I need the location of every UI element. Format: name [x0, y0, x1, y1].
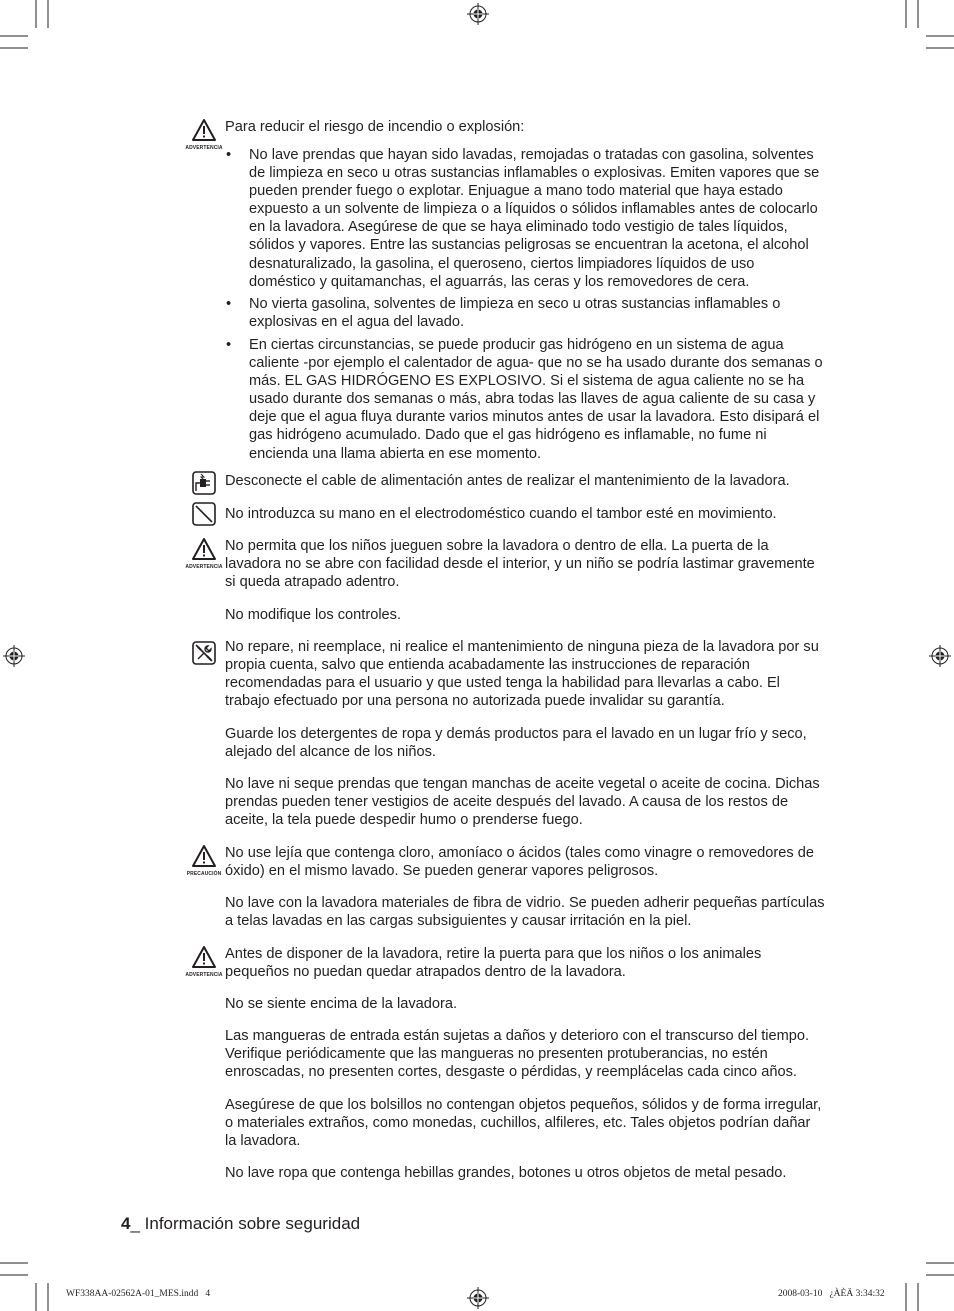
bleach-text: No use lejía que contenga cloro, amoníaco o ácidos (tales como vinagre o removedores de óxido) en el mismo lavado. Se pueden generar vapores peligrosos.	[225, 845, 814, 880]
unplug-icon	[192, 471, 216, 495]
bullet-icon: •	[226, 296, 232, 312]
warning-intro: Para reducir el riesgo de incendio o explosión:	[225, 119, 525, 135]
warning-icon	[184, 118, 224, 151]
no-repair-icon	[192, 641, 216, 665]
bullet-item: En ciertas circunstancias, se puede producir gas hidrógeno en un sistema de agua caliente -por ejemplo el calentador de agua- que no se ha usado durante dos semanas o más. EL GAS HIDRÓGENO ES EXPLOSIVO. Si el sistema de agua caliente no se ha usado durante dos semanas o más, abra todas las llaves de agua caliente de su casa y deje que el agua fluya durante varios minutos antes de usar la lavadora. Esto disipará el gas hidrógeno acumulado. Dado que el gas hidrógeno es inflamable, no fume ni encienda una llama abierta en ese momento.	[249, 337, 823, 462]
caution-label: PRECAUCIÓN	[186, 871, 222, 877]
warning-label: ADVERTENCIA	[185, 972, 223, 978]
bullet-item: No lave prendas que hayan sido lavadas, remojadas o tratadas con gasolina, solventes de limpieza en seco u otras sustancias inflamables o explosivas. Emiten vapores que se pueden prender fuego o explotar. Enjuague a mano todo material que haya estado expuesto a un solvente de limpieza o a líquidos o sólidos inflamables antes de colocarlo en la lavadora. Asegúrese de que se haya eliminado todo vestigio de tales líquidos, sólidos y vapores. Entre las sustancias peligrosas se encuentran la acetona, el alcohol desnaturalizado, la gasolina, el queroseno, ciertos limpiadores líquidos de uso doméstico y quitamanchas, el aguarrás, las ceras y los removedores de cera.	[249, 147, 820, 290]
warning-icon	[184, 945, 224, 978]
pockets-text: Asegúrese de que los bolsillos no contengan objetos pequeños, sólidos y de forma irregular, o materiales extraños, como monedas, cuchillos, alfileres, etc. Tales objetos podrían dañar la lavadora.	[225, 1097, 822, 1150]
no-hand-text: No introduzca su mano en el electrodoméstico cuando el tambor esté en movimiento.	[225, 506, 777, 522]
fiberglass-text: No lave con la lavadora materiales de fibra de vidrio. Se pueden adherir pequeñas partículas a telas lavadas en las cargas subsiguientes y causar irritación en la piel.	[225, 895, 825, 930]
bullet-item: No vierta gasolina, solventes de limpieza en seco u otras sustancias inflamables o explosivas en el agua del lavado.	[249, 296, 781, 331]
oil-text: No lave ni seque prendas que tengan manchas de aceite vegetal o aceite de cocina. Dichas prendas pueden tener vestigios de aceite después del lavado. A causa de los restos de aceite, la tela puede despedir humo o prenderse fuego.	[225, 776, 820, 829]
registration-mark-right-icon	[929, 645, 951, 667]
controls-text: No modifique los controles.	[225, 607, 402, 623]
registration-mark-left-icon	[3, 645, 25, 667]
section-title: _ Información sobre seguridad	[130, 1214, 361, 1233]
page-footer	[121, 1214, 360, 1234]
disposal-text: Antes de disponer de la lavadora, retire la puerta para que los niños o los animales pequeños no puedan quedar atrapados dentro de la lavadora.	[225, 946, 762, 981]
warning-label: ADVERTENCIA	[185, 564, 223, 570]
repair-text: No repare, ni reemplace, ni realice el mantenimiento de ninguna pieza de la lavadora por su propia cuenta, salvo que entienda acabadamente las instrucciones de reparación recomendadas para el usuario y que usted tenga la habilidad para llevarlas a cabo. El trabajo efectuado por una persona no autorizada puede invalidar su garantía.	[225, 639, 819, 710]
buckles-text: No lave ropa que contenga hebillas grandes, botones u otros objetos de metal pesado.	[225, 1165, 787, 1181]
unplug-text: Desconecte el cable de alimentación antes de realizar el mantenimiento de la lavadora.	[225, 473, 790, 489]
warning-icon	[184, 537, 224, 570]
slug-date: 2008-03-10 ¿ÀÈÄ 3:34:32	[778, 1289, 885, 1299]
bullet-icon: •	[226, 337, 232, 353]
registration-mark-top-icon	[467, 3, 489, 25]
registration-mark-bottom-icon	[467, 1287, 489, 1309]
sit-text: No se siente encima de la lavadora.	[225, 996, 458, 1012]
hoses-text: Las mangueras de entrada están sujetas a daños y deterioro con el transcurso del tiempo. Verifique periódicamente que las mangueras no presenten protuberancias, no estén enroscadas, no presenten cortes, desgaste o pérdidas, y reemplácelas cada cinco años.	[225, 1028, 810, 1081]
page-number: 4	[121, 1214, 131, 1233]
warning-label: ADVERTENCIA	[185, 145, 223, 151]
prohibited-icon	[192, 502, 216, 526]
caution-icon	[184, 844, 224, 877]
slug-file: WF338AA-02562A-01_MES.indd 4	[66, 1289, 211, 1299]
children-text: No permita que los niños jueguen sobre la lavadora o dentro de ella. La puerta de la lavadora no se abre con facilidad desde el interior, y un niño se podría lastimar gravemente si queda atrapado adentro.	[225, 538, 815, 591]
bullet-icon: •	[226, 147, 232, 163]
detergents-text: Guarde los detergentes de ropa y demás productos para el lavado en un lugar frío y seco, alejado del alcance de los niños.	[225, 726, 807, 761]
